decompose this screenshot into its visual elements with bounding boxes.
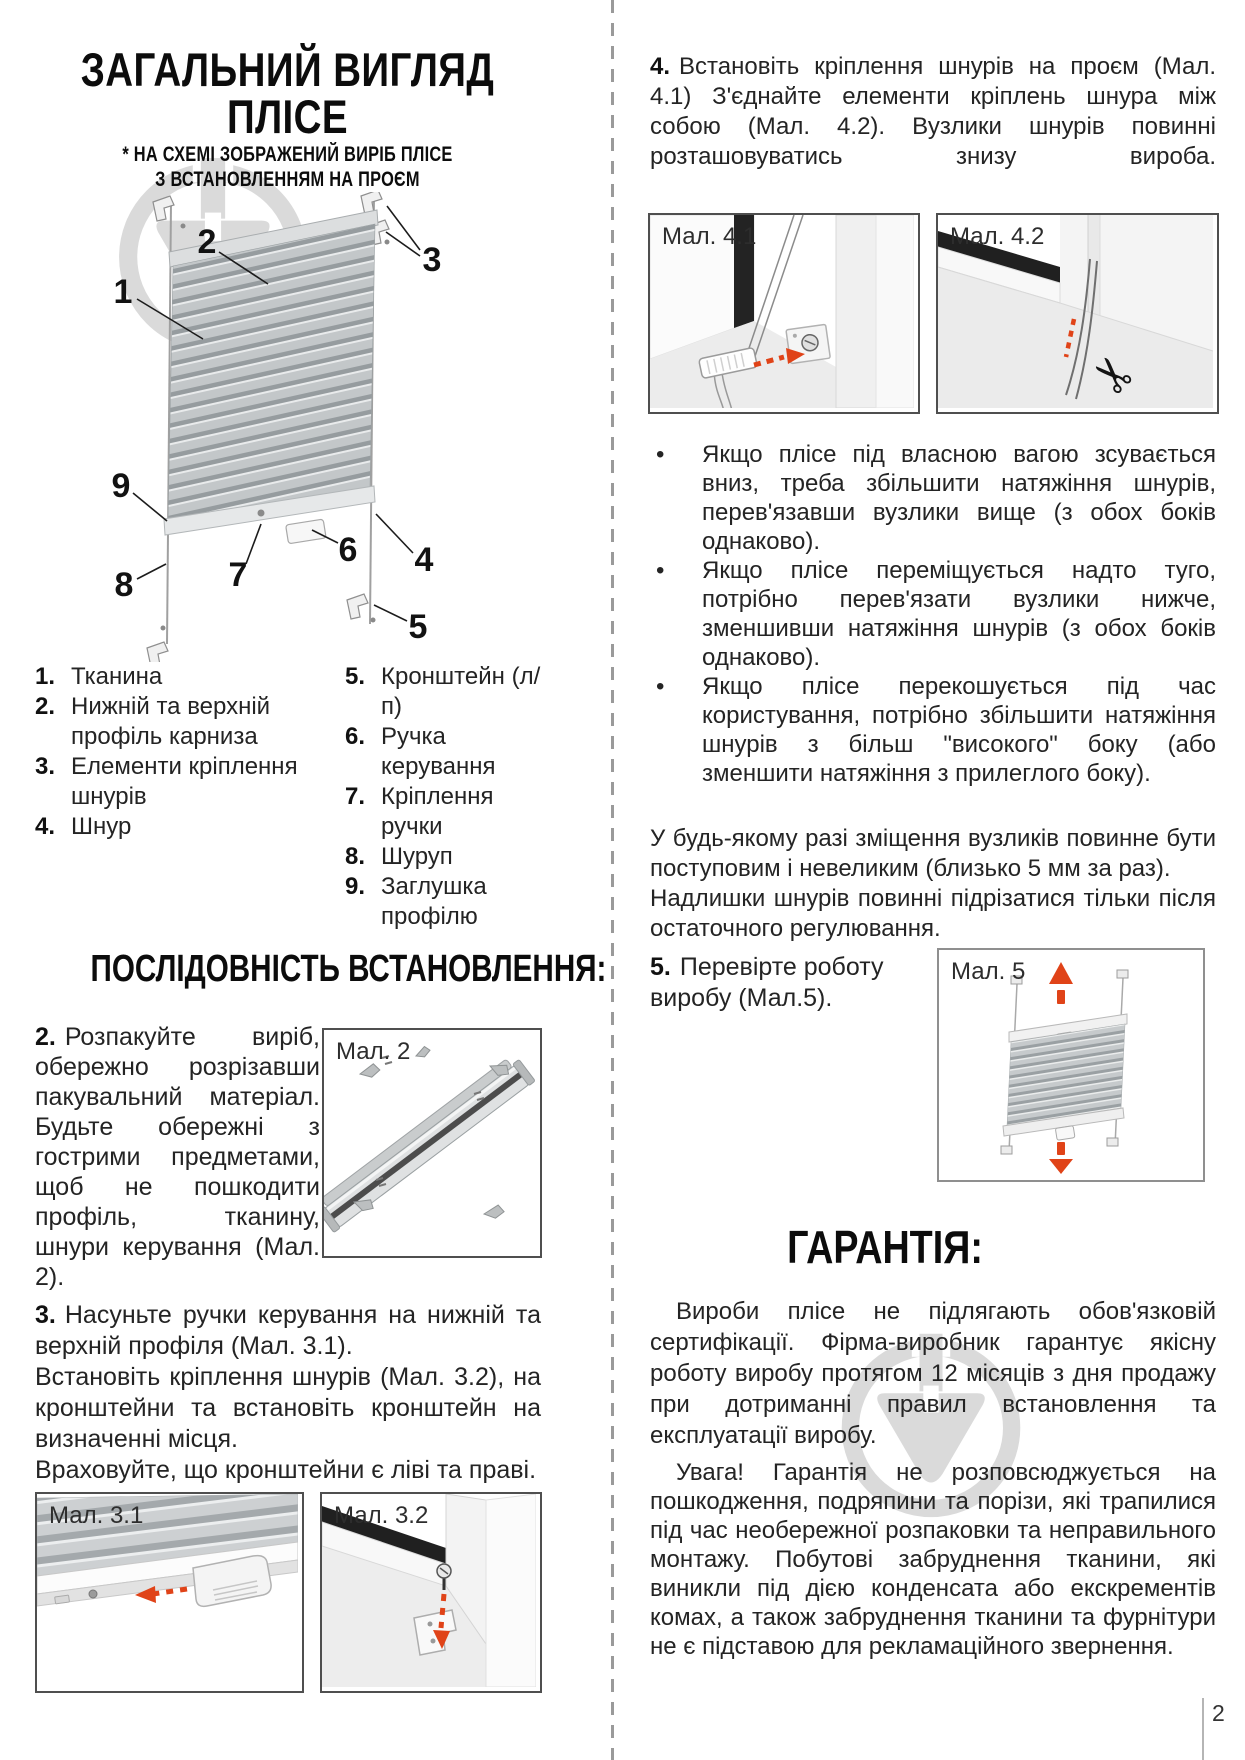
figure-3-1-caption: Мал. 3.1 bbox=[49, 1502, 144, 1529]
figure-2-caption: Мал. 2 bbox=[336, 1038, 411, 1065]
diagram-label-9: 9 bbox=[111, 467, 131, 505]
legend-item: 1. Тканина bbox=[35, 663, 163, 690]
main-diagram-svg bbox=[35, 192, 540, 662]
bullet-marker: • bbox=[656, 557, 665, 584]
legend-item: 5. Кронштейн (л/п) bbox=[345, 663, 541, 720]
adjustment-notes: У будь-якому разі зміщення вузликів повинне бути поступовим і невеликим (близько 5 мм за раз). Надлишки шнурів повинні підрізатися тільки після остаточного регулювання. bbox=[650, 825, 1216, 942]
page-subtitle: * НА СХЕМІ ЗОБРАЖЕНИЙ ВИРІБ ПЛІСЕ З ВСТАНОВЛЕННЯМ НА ПРОЄМ bbox=[122, 143, 453, 191]
red-arrow-down-icon bbox=[1049, 1142, 1073, 1174]
bracket-icon bbox=[347, 594, 368, 619]
control-handle bbox=[286, 519, 327, 544]
diagram-label-4: 4 bbox=[414, 541, 434, 579]
red-arrow-up-icon bbox=[1049, 962, 1073, 1004]
figure-3-1 bbox=[35, 1492, 304, 1693]
list-item: • Якщо плісе під власною вагою зсувається вниз, треба збільшити натяжіння шнурів, перев'язавши вузлики вище (з обох боків однаково). bbox=[650, 440, 1216, 556]
figure-5 bbox=[937, 948, 1205, 1182]
warranty-paragraph-2: Увага! Гарантія не розповсюджується на пошкодження, подряпини та порізи, які трапилися під час необережної розпаковки та неправильного монтажу. Побутові забруднення тканини, які виникли під дією конденсата або екскрементів комах, а також забруднення тканини та фурнітури не є підставою для рекламаційного звернення. bbox=[650, 1459, 1216, 1660]
list-item: • Якщо плісе переміщується надто туго, потрібно перев'язати вузлики нижче, зменшивши натяжіння шнурів (з обох боків однаково). bbox=[650, 556, 1216, 672]
bullet-marker: • bbox=[656, 441, 665, 468]
page-number-divider bbox=[1202, 1698, 1204, 1760]
screw-icon bbox=[89, 1590, 97, 1598]
step2-paragraph: 2. Розпакуйте виріб, обережно розрізавши пакувальний матеріал. Будьте обережні з гострими предметами, щоб не пошкодити профіль, тканину, шнури керування (Мал. 2). bbox=[35, 1023, 320, 1291]
figure-3-2 bbox=[320, 1492, 542, 1693]
step4-paragraph: 4. Встановіть кріплення шнурів на проєм (Мал. 4.1) З'єднайте елементи кріплень шнура між собою (Мал. 4.2). Вузлики шнурів повинні розташовуватись знизу вироба. bbox=[650, 53, 1216, 170]
figure-5-caption: Мал. 5 bbox=[951, 958, 1026, 985]
diagram-label-6: 6 bbox=[338, 531, 358, 569]
legend-item: 6. Ручка керування bbox=[345, 723, 496, 780]
legend-item: 3. Елементи кріплення шнурів bbox=[35, 753, 298, 810]
diagram-label-3: 3 bbox=[422, 241, 442, 279]
step5-paragraph: 5. Перевірте роботу виробу (Мал.5). bbox=[650, 953, 884, 1012]
figure-3-2-caption: Мал. 3.2 bbox=[334, 1502, 429, 1529]
figure-2 bbox=[322, 1028, 542, 1258]
figure-4-2-caption: Мал. 4.2 bbox=[950, 223, 1045, 250]
pleated-fabric bbox=[168, 224, 375, 522]
diagram-label-8: 8 bbox=[114, 566, 134, 604]
diagram-label-1: 1 bbox=[113, 273, 133, 311]
diagram-label-7: 7 bbox=[228, 556, 248, 594]
scissors-icon: ✂ bbox=[1081, 340, 1147, 406]
legend-item: 8. Шуруп bbox=[345, 843, 453, 870]
figure-4-2 bbox=[936, 213, 1219, 414]
legend-item: 4. Шнур bbox=[35, 813, 132, 840]
diagram-label-2: 2 bbox=[197, 223, 217, 261]
figure-4-1-caption: Мал. 4.1 bbox=[662, 223, 757, 250]
control-handle bbox=[1055, 1126, 1075, 1141]
handle-screw bbox=[258, 510, 265, 517]
warranty-heading: ГАРАНТІЯ: bbox=[787, 1221, 983, 1273]
list-item: • Якщо плісе перекошується під час користування, потрібно збільшити натяжіння шнурів з більш "високого" боку (або зменшити натяжіння з прилеглого боку). bbox=[650, 672, 1216, 788]
bracket-icon bbox=[147, 642, 168, 662]
legend-item: 9. Заглушка профілю bbox=[345, 873, 487, 930]
figure-4-1 bbox=[648, 213, 920, 414]
diagram-label-5: 5 bbox=[408, 608, 428, 646]
install-sequence-heading: ПОСЛІДОВНІСТЬ ВСТАНОВЛЕННЯ: bbox=[90, 948, 607, 990]
page-title: ЗАГАЛЬНИЙ ВИГЛЯД ПЛІСЕ bbox=[80, 43, 495, 143]
bullet-marker: • bbox=[656, 673, 665, 700]
step3-paragraph: 3. Насуньте ручки керування на нижній та верхній профіля (Мал. 3.1). Встановіть кріплення шнурів (Мал. 3.2), на кронштейни та встановіть кронштейн на визначенні місця. Враховуйте, що кронштейни є ліві та праві. bbox=[35, 1301, 541, 1484]
adjustment-bullet-list bbox=[650, 440, 1216, 788]
page-number: 2 bbox=[1212, 1700, 1225, 1726]
legend-item: 2. Нижній та верхній профіль карниза bbox=[35, 693, 271, 750]
warranty-paragraph-1: Вироби плісе не підлягають обов'язковій сертифікації. Фірма-виробник гарантує якісну роботу виробу протягом 12 місяців з дня продажу при дотриманні правил встановлення та експлуатації виробу. bbox=[650, 1298, 1216, 1449]
legend-item: 7. Кріплення ручки bbox=[345, 783, 494, 840]
column-divider bbox=[611, 0, 614, 1760]
